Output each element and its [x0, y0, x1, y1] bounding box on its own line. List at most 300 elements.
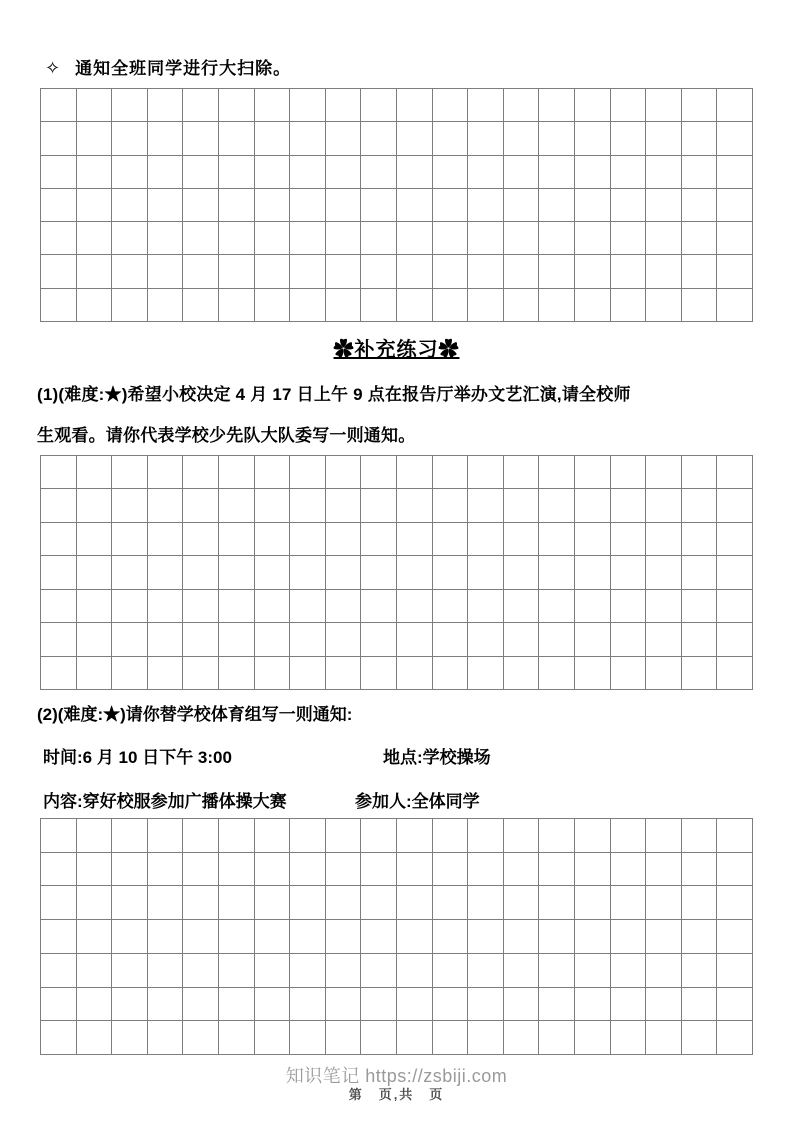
grid-cell: [325, 456, 361, 489]
grid-cell: [290, 288, 326, 321]
grid-cell: [681, 987, 717, 1021]
grid-cell: [41, 122, 77, 155]
grid-cell: [218, 288, 254, 321]
grid-cell: [112, 819, 148, 853]
grid-cell: [610, 89, 646, 122]
grid-cell: [218, 1021, 254, 1055]
grid-cell: [254, 852, 290, 886]
grid-cell: [610, 987, 646, 1021]
grid-cell: [681, 819, 717, 853]
grid-cell: [432, 886, 468, 920]
grid-cell: [539, 589, 575, 622]
grid-cell: [112, 522, 148, 555]
grid-cell: [218, 819, 254, 853]
grid-cell: [218, 222, 254, 255]
grid-cell: [147, 589, 183, 622]
grid-cell: [468, 1021, 504, 1055]
grid-cell: [183, 456, 219, 489]
grid-cell: [361, 188, 397, 221]
grid-cell: [290, 122, 326, 155]
grid-cell: [112, 288, 148, 321]
grid-cell: [574, 819, 610, 853]
grid-cell: [396, 920, 432, 954]
grid-cell: [717, 456, 753, 489]
grid-cell: [503, 920, 539, 954]
grid-cell: [432, 819, 468, 853]
grid-cell: [610, 852, 646, 886]
grid-cell: [290, 852, 326, 886]
grid-cell: [112, 122, 148, 155]
grid-cell: [76, 623, 112, 656]
grid-cell: [432, 456, 468, 489]
grid-cell: [681, 656, 717, 689]
grid-cell: [41, 522, 77, 555]
grid-cell: [717, 1021, 753, 1055]
grid-cell: [218, 852, 254, 886]
grid-cell: [646, 122, 682, 155]
four-pointed-star-bullet-icon: ✧: [45, 58, 62, 78]
grid-cell: [396, 522, 432, 555]
grid-cell: [681, 489, 717, 522]
grid-cell: [432, 953, 468, 987]
grid-cell: [76, 886, 112, 920]
grid-cell: [396, 589, 432, 622]
grid-cell: [147, 522, 183, 555]
grid-cell: [361, 589, 397, 622]
grid-cell: [574, 656, 610, 689]
grid-cell: [76, 255, 112, 288]
grid-cell: [254, 920, 290, 954]
grid-cell: [468, 489, 504, 522]
grid-cell: [432, 589, 468, 622]
grid-cell: [432, 1021, 468, 1055]
grid-cell: [290, 255, 326, 288]
grid-cell: [325, 522, 361, 555]
exercise2-time-place-row: [43, 743, 759, 768]
grid-cell: [290, 987, 326, 1021]
grid-cell: [76, 456, 112, 489]
grid-cell: [610, 456, 646, 489]
grid-cell: [432, 656, 468, 689]
grid-cell: [717, 522, 753, 555]
grid-cell: [290, 656, 326, 689]
grid-cell: [112, 556, 148, 589]
grid-cell: [468, 188, 504, 221]
grid-cell: [574, 288, 610, 321]
grid-cell: [254, 489, 290, 522]
grid-cell: [41, 852, 77, 886]
grid-cell: [646, 920, 682, 954]
grid-cell: [717, 155, 753, 188]
grid-cell: [254, 953, 290, 987]
grid-cell: [218, 122, 254, 155]
grid-cell: [646, 819, 682, 853]
watermark-link[interactable]: 知识笔记 https://zsbiji.com: [285, 1066, 508, 1086]
grid-cell: [325, 288, 361, 321]
grid-cell: [432, 288, 468, 321]
grid-cell: [396, 987, 432, 1021]
grid-cell: [254, 188, 290, 221]
grid-cell: [539, 288, 575, 321]
grid-cell: [396, 656, 432, 689]
grid-cell: [76, 522, 112, 555]
grid-cell: [717, 852, 753, 886]
grid-cell: [681, 1021, 717, 1055]
grid-cell: [574, 522, 610, 555]
grid-cell: [325, 122, 361, 155]
grid-cell: [646, 456, 682, 489]
grid-cell: [41, 920, 77, 954]
grid-cell: [361, 255, 397, 288]
grid-cell: [646, 255, 682, 288]
grid-cell: [539, 920, 575, 954]
grid-cell: [396, 155, 432, 188]
writing-grid-2: [40, 455, 753, 690]
grid-cell: [361, 556, 397, 589]
grid-cell: [147, 920, 183, 954]
grid-cell: [574, 155, 610, 188]
exercise1-line2: 生观看。请你代表学校少先队大队委写一则通知。: [37, 426, 416, 445]
grid-cell: [325, 556, 361, 589]
grid-cell: [325, 89, 361, 122]
grid-cell: [717, 188, 753, 221]
grid-cell: [432, 920, 468, 954]
grid-cell: [254, 886, 290, 920]
grid-cell: [539, 623, 575, 656]
grid-cell: [610, 222, 646, 255]
grid-cell: [468, 522, 504, 555]
grid-cell: [717, 222, 753, 255]
grid-cell: [646, 623, 682, 656]
grid-cell: [717, 589, 753, 622]
grid-cell: [183, 122, 219, 155]
grid-cell: [396, 852, 432, 886]
grid-cell: [147, 255, 183, 288]
grid-cell: [361, 1021, 397, 1055]
grid-cell: [147, 288, 183, 321]
grid-cell: [432, 522, 468, 555]
grid-cell: [361, 953, 397, 987]
grid-cell: [717, 489, 753, 522]
grid-cell: [147, 656, 183, 689]
grid-cell: [361, 522, 397, 555]
grid-cell: [147, 819, 183, 853]
grid-cell: [574, 623, 610, 656]
grid-cell: [396, 819, 432, 853]
grid-cell: [325, 920, 361, 954]
grid-cell: [574, 489, 610, 522]
grid-cell: [218, 522, 254, 555]
grid-cell: [717, 556, 753, 589]
grid-cell: [76, 589, 112, 622]
grid-cell: [183, 255, 219, 288]
grid-cell: [361, 987, 397, 1021]
grid-cell: [646, 89, 682, 122]
grid-cell: [503, 288, 539, 321]
grid-cell: [325, 589, 361, 622]
grid-cell: [432, 987, 468, 1021]
section-heading: ✿补充练习✿: [333, 339, 460, 361]
grid-cell: [254, 89, 290, 122]
grid-cell: [468, 222, 504, 255]
grid-cell: [218, 886, 254, 920]
grid-cell: [468, 987, 504, 1021]
grid-cell: [183, 656, 219, 689]
grid-cell: [76, 852, 112, 886]
grid-cell: [183, 886, 219, 920]
grid-cell: [112, 987, 148, 1021]
exercise2-title: (2)(难度:★)请你替学校体育组写一则通知:: [37, 705, 353, 724]
grid-cell: [76, 155, 112, 188]
grid-cell: [539, 886, 575, 920]
grid-cell: [361, 920, 397, 954]
grid-cell: [468, 456, 504, 489]
grid-cell: [574, 456, 610, 489]
grid-cell: [218, 556, 254, 589]
grid-cell: [254, 288, 290, 321]
grid-cell: [325, 222, 361, 255]
grid-cell: [218, 623, 254, 656]
exercise2-content-row: [43, 787, 759, 812]
grid-cell: [432, 188, 468, 221]
grid-cell: [76, 1021, 112, 1055]
exercise1-line1: (1)(难度:★)希望小校决定 4 月 17 日上午 9 点在报告厅举办文艺汇演,请全校师: [37, 385, 631, 404]
grid-cell: [681, 920, 717, 954]
grid-cell: [361, 222, 397, 255]
grid-cell: [717, 255, 753, 288]
grid-cell: [503, 556, 539, 589]
grid-cell: [503, 953, 539, 987]
grid-cell: [610, 489, 646, 522]
grid-cell: [717, 89, 753, 122]
grid-cell: [218, 255, 254, 288]
grid-cell: [183, 589, 219, 622]
grid-cell: [290, 456, 326, 489]
grid-cell: [290, 155, 326, 188]
grid-cell: [717, 920, 753, 954]
grid-cell: [646, 852, 682, 886]
grid-cell: [147, 456, 183, 489]
grid-cell: [539, 122, 575, 155]
grid-cell: [681, 188, 717, 221]
grid-cell: [147, 556, 183, 589]
grid-cell: [254, 589, 290, 622]
grid-cell: [41, 89, 77, 122]
grid-cell: [468, 89, 504, 122]
grid-cell: [41, 456, 77, 489]
grid-cell: [290, 522, 326, 555]
grid-cell: [539, 656, 575, 689]
exercise1-text: [37, 374, 759, 456]
grid-cell: [112, 155, 148, 188]
grid-cell: [717, 886, 753, 920]
grid-cell: [396, 1021, 432, 1055]
grid-cell: [76, 656, 112, 689]
grid-cell: [254, 623, 290, 656]
grid-cell: [681, 623, 717, 656]
grid-cell: [539, 456, 575, 489]
grid-cell: [183, 489, 219, 522]
grid-cell: [539, 222, 575, 255]
grid-cell: [290, 886, 326, 920]
grid-cell: [147, 623, 183, 656]
grid-cell: [290, 222, 326, 255]
grid-cell: [147, 987, 183, 1021]
grid-cell: [468, 819, 504, 853]
grid-cell: [76, 920, 112, 954]
grid-cell: [254, 155, 290, 188]
grid-cell: [112, 255, 148, 288]
exercise2-place: 地点:学校操场: [383, 748, 491, 767]
grid-cell: [646, 222, 682, 255]
grid-cell: [218, 656, 254, 689]
grid-cell: [76, 987, 112, 1021]
grid-cell: [503, 456, 539, 489]
grid-cell: [41, 288, 77, 321]
grid-cell: [183, 89, 219, 122]
grid-cell: [503, 188, 539, 221]
grid-cell: [646, 188, 682, 221]
grid-cell: [218, 589, 254, 622]
grid-cell: [681, 155, 717, 188]
grid-cell: [681, 222, 717, 255]
grid-cell: [396, 222, 432, 255]
grid-cell: [41, 556, 77, 589]
grid-cell: [539, 819, 575, 853]
grid-cell: [183, 1021, 219, 1055]
grid-cell: [396, 122, 432, 155]
grid-cell: [290, 819, 326, 853]
grid-cell: [76, 556, 112, 589]
grid-cell: [468, 623, 504, 656]
grid-cell: [503, 656, 539, 689]
grid-cell: [254, 222, 290, 255]
grid-cell: [468, 920, 504, 954]
grid-cell: [290, 489, 326, 522]
grid-cell: [610, 1021, 646, 1055]
grid-cell: [503, 489, 539, 522]
grid-cell: [574, 1021, 610, 1055]
notice-task-text: 通知全班同学进行大扫除。: [75, 59, 292, 78]
grid-cell: [717, 656, 753, 689]
grid-cell: [468, 155, 504, 188]
grid-cell: [539, 89, 575, 122]
grid-cell: [41, 1021, 77, 1055]
grid-cell: [361, 623, 397, 656]
grid-cell: [183, 522, 219, 555]
grid-cell: [503, 89, 539, 122]
grid-cell: [468, 288, 504, 321]
grid-cell: [325, 852, 361, 886]
grid-cell: [503, 987, 539, 1021]
grid-cell: [112, 623, 148, 656]
grid-cell: [325, 489, 361, 522]
grid-cell: [254, 456, 290, 489]
grid-cell: [41, 987, 77, 1021]
grid-cell: [539, 852, 575, 886]
grid-cell: [646, 1021, 682, 1055]
grid-cell: [610, 589, 646, 622]
grid-cell: [41, 222, 77, 255]
grid-cell: [468, 255, 504, 288]
grid-cell: [41, 953, 77, 987]
grid-cell: [361, 122, 397, 155]
grid-cell: [41, 489, 77, 522]
grid-cell: [254, 656, 290, 689]
grid-cell: [290, 556, 326, 589]
grid-cell: [432, 89, 468, 122]
grid-cell: [41, 886, 77, 920]
grid-cell: [646, 953, 682, 987]
grid-cell: [610, 188, 646, 221]
grid-cell: [361, 456, 397, 489]
grid-cell: [396, 456, 432, 489]
grid-cell: [147, 852, 183, 886]
grid-cell: [574, 89, 610, 122]
grid-cell: [396, 953, 432, 987]
grid-cell: [361, 89, 397, 122]
grid-cell: [183, 556, 219, 589]
grid-cell: [468, 656, 504, 689]
grid-cell: [681, 852, 717, 886]
grid-cell: [610, 556, 646, 589]
grid-cell: [468, 122, 504, 155]
grid-cell: [218, 155, 254, 188]
grid-cell: [717, 953, 753, 987]
grid-cell: [112, 188, 148, 221]
grid-cell: [218, 188, 254, 221]
grid-cell: [503, 522, 539, 555]
grid-cell: [183, 953, 219, 987]
grid-cell: [112, 222, 148, 255]
grid-cell: [290, 188, 326, 221]
grid-cell: [112, 886, 148, 920]
grid-cell: [574, 222, 610, 255]
grid-cell: [325, 953, 361, 987]
grid-cell: [539, 987, 575, 1021]
grid-cell: [112, 89, 148, 122]
grid-cell: [610, 522, 646, 555]
grid-cell: [183, 819, 219, 853]
grid-cell: [112, 589, 148, 622]
grid-cell: [41, 819, 77, 853]
grid-cell: [717, 288, 753, 321]
grid-cell: [147, 886, 183, 920]
grid-cell: [290, 89, 326, 122]
grid-cell: [574, 122, 610, 155]
grid-cell: [147, 89, 183, 122]
grid-cell: [468, 886, 504, 920]
grid-cell: [432, 852, 468, 886]
grid-cell: [468, 852, 504, 886]
grid-cell: [361, 155, 397, 188]
grid-cell: [681, 886, 717, 920]
grid-cell: [610, 656, 646, 689]
grid-cell: [681, 456, 717, 489]
grid-cell: [183, 623, 219, 656]
notice-task-line: [45, 54, 291, 79]
grid-cell: [503, 886, 539, 920]
grid-cell: [254, 122, 290, 155]
grid-cell: [574, 920, 610, 954]
grid-cell: [396, 489, 432, 522]
grid-cell: [361, 489, 397, 522]
grid-cell: [41, 623, 77, 656]
grid-cell: [325, 656, 361, 689]
grid-cell: [574, 556, 610, 589]
exercise2-participants: 参加人:全体同学: [355, 792, 480, 811]
exercise2-time: 时间:6 月 10 日下午 3:00: [43, 748, 232, 767]
